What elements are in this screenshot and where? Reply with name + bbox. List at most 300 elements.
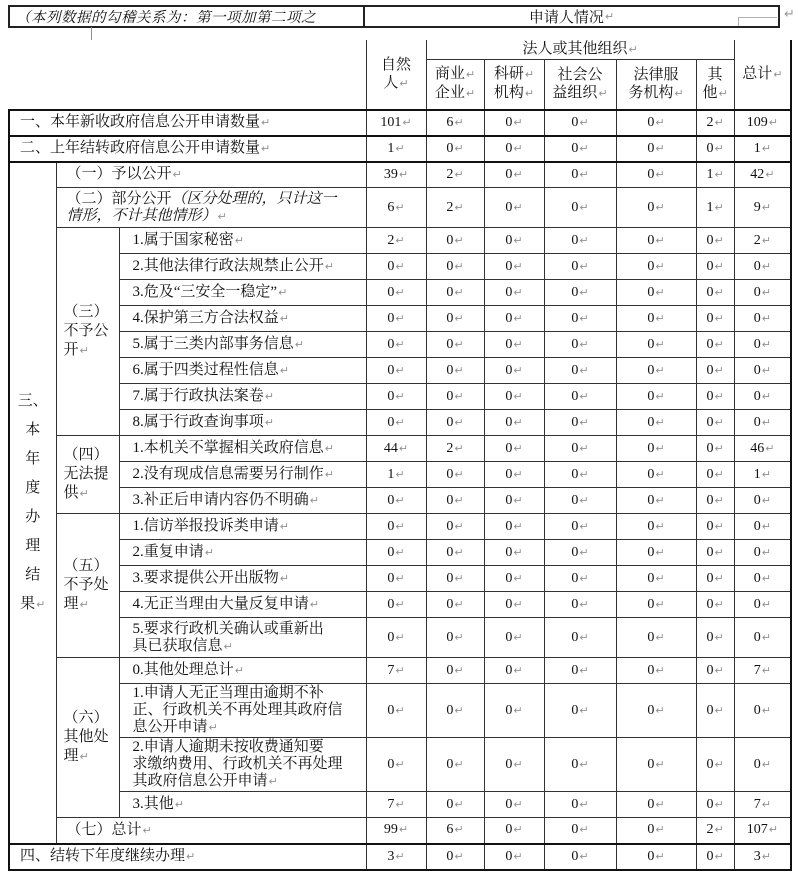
col-subheader-2: 社会公 益组织↵ bbox=[544, 60, 616, 110]
line-break-mark: ↵ bbox=[208, 721, 218, 734]
line-break-mark: ↵ bbox=[761, 849, 771, 863]
row-label-cell: 3.补正后申请内容仍不明确↵ bbox=[119, 488, 366, 514]
table-row bbox=[9, 618, 791, 658]
blank-header-cell bbox=[9, 40, 366, 110]
value-cell: 0↵ bbox=[484, 844, 544, 870]
line-break-mark: ↵ bbox=[773, 67, 783, 81]
line-break-mark: ↵ bbox=[79, 598, 89, 611]
value-cell: 0↵ bbox=[616, 384, 696, 410]
line-break-mark: ↵ bbox=[465, 68, 476, 82]
line-break-mark: ↵ bbox=[761, 389, 771, 403]
value-cell: 39↵ bbox=[366, 162, 426, 188]
line-break-mark: ↵ bbox=[714, 703, 724, 717]
line-break-mark: ↵ bbox=[513, 663, 523, 677]
value-cell: 42↵ bbox=[734, 162, 791, 188]
value-cell: 0↵ bbox=[544, 254, 616, 280]
line-break-mark: ↵ bbox=[279, 364, 289, 377]
line-break-mark: ↵ bbox=[714, 415, 724, 429]
line-break-mark: ↵ bbox=[395, 141, 405, 155]
line-break-mark: ↵ bbox=[513, 703, 523, 717]
value-cell: 0↵ bbox=[544, 514, 616, 540]
line-break-mark: ↵ bbox=[579, 337, 589, 351]
value-cell: 0↵ bbox=[616, 188, 696, 228]
line-break-mark: ↵ bbox=[398, 441, 409, 455]
value-cell: 0↵ bbox=[734, 280, 791, 306]
line-break-mark: ↵ bbox=[579, 363, 589, 377]
value-cell: 0↵ bbox=[734, 306, 791, 332]
line-break-mark: ↵ bbox=[579, 200, 589, 214]
line-break-mark: ↵ bbox=[294, 338, 304, 351]
value-cell: 0↵ bbox=[366, 332, 426, 358]
line-break-mark: ↵ bbox=[454, 233, 464, 247]
value-cell: 0↵ bbox=[696, 436, 734, 462]
value-cell: 0↵ bbox=[484, 280, 544, 306]
row-label-cell: （一）予以公开↵ bbox=[56, 162, 366, 188]
table-row bbox=[9, 188, 791, 228]
line-break-mark: ↵ bbox=[761, 363, 771, 377]
value-cell: 0↵ bbox=[696, 566, 734, 592]
line-break-mark: ↵ bbox=[513, 467, 523, 481]
row-label-cell: 0.其他处理总计↵ bbox=[119, 658, 366, 684]
line-break-mark: ↵ bbox=[579, 757, 589, 771]
row-label-cell: 1.本机关不掌握相关政府信息↵ bbox=[119, 436, 366, 462]
line-break-mark: ↵ bbox=[714, 493, 724, 507]
value-cell: 0↵ bbox=[544, 280, 616, 306]
line-break-mark: ↵ bbox=[395, 363, 405, 377]
line-break-mark: ↵ bbox=[454, 545, 464, 559]
value-cell: 0↵ bbox=[426, 136, 484, 162]
value-cell: 0↵ bbox=[426, 566, 484, 592]
line-break-mark: ↵ bbox=[768, 115, 778, 129]
value-cell: 0↵ bbox=[544, 488, 616, 514]
value-cell: 0↵ bbox=[484, 684, 544, 738]
value-cell: 0↵ bbox=[484, 358, 544, 384]
line-break-mark: ↵ bbox=[454, 571, 464, 585]
table-row bbox=[9, 592, 791, 618]
line-break-mark: ↵ bbox=[79, 750, 89, 763]
line-break-mark: ↵ bbox=[395, 233, 405, 247]
line-break-mark: ↵ bbox=[761, 141, 771, 155]
line-break-mark: ↵ bbox=[714, 757, 724, 771]
line-break-mark: ↵ bbox=[579, 797, 589, 811]
value-cell: 0↵ bbox=[544, 566, 616, 592]
line-break-mark: ↵ bbox=[655, 703, 665, 717]
value-cell: 0↵ bbox=[696, 514, 734, 540]
table-row bbox=[9, 462, 791, 488]
value-cell: 0↵ bbox=[484, 306, 544, 332]
line-break-mark: ↵ bbox=[513, 285, 523, 299]
line-break-mark: ↵ bbox=[395, 311, 405, 325]
table-row bbox=[9, 566, 791, 592]
value-cell: 0↵ bbox=[616, 462, 696, 488]
line-break-mark: ↵ bbox=[714, 823, 724, 837]
line-break-mark: ↵ bbox=[655, 259, 665, 273]
line-break-mark: ↵ bbox=[454, 200, 464, 214]
line-break-mark: ↵ bbox=[513, 200, 523, 214]
row-label-cell: 4.无正当理由大量反复申请↵ bbox=[119, 592, 366, 618]
row-label-cell: 一、本年新收政府信息公开申请数量↵ bbox=[9, 110, 366, 136]
line-break-mark: ↵ bbox=[395, 337, 405, 351]
value-cell: 0↵ bbox=[484, 514, 544, 540]
line-break-mark: ↵ bbox=[513, 630, 523, 644]
line-break-mark: ↵ bbox=[579, 415, 589, 429]
table-row bbox=[9, 280, 791, 306]
row-label-cell: 5.要求行政机关确认或重新出 具已获取信息↵ bbox=[119, 618, 366, 658]
line-break-mark: ↵ bbox=[714, 597, 724, 611]
line-break-mark: ↵ bbox=[395, 571, 405, 585]
line-break-mark: ↵ bbox=[714, 115, 724, 129]
line-break-mark: ↵ bbox=[513, 757, 523, 771]
line-break-mark: ↵ bbox=[454, 663, 464, 677]
line-break-mark: ↵ bbox=[402, 115, 412, 129]
value-cell: 6↵ bbox=[426, 110, 484, 136]
line-break-mark: ↵ bbox=[395, 757, 405, 771]
value-cell: 0↵ bbox=[366, 618, 426, 658]
row-label-cell: （七）总计↵ bbox=[56, 818, 366, 844]
line-break-mark: ↵ bbox=[761, 233, 771, 247]
value-cell: 0↵ bbox=[696, 254, 734, 280]
line-break-mark: ↵ bbox=[655, 493, 665, 507]
line-break-mark: ↵ bbox=[234, 234, 244, 247]
line-break-mark: ↵ bbox=[279, 572, 289, 585]
line-break-mark: ↵ bbox=[513, 441, 523, 455]
line-break-mark: ↵ bbox=[761, 797, 771, 811]
line-break-mark: ↵ bbox=[714, 663, 724, 677]
value-cell: 0↵ bbox=[544, 188, 616, 228]
line-break-mark: ↵ bbox=[454, 311, 464, 325]
line-break-mark: ↵ bbox=[454, 519, 464, 533]
table-row bbox=[9, 306, 791, 332]
line-break-mark: ↵ bbox=[714, 467, 724, 481]
line-break-mark: ↵ bbox=[579, 703, 589, 717]
value-cell: 0↵ bbox=[484, 540, 544, 566]
value-cell: 0↵ bbox=[696, 488, 734, 514]
line-break-mark: ↵ bbox=[655, 519, 665, 533]
line-break-mark: ↵ bbox=[579, 519, 589, 533]
line-break-mark: ↵ bbox=[398, 167, 409, 181]
row-label-cell: 3.要求提供公开出版物↵ bbox=[119, 566, 366, 592]
value-cell: 0↵ bbox=[484, 436, 544, 462]
line-break-mark: ↵ bbox=[714, 337, 724, 351]
value-cell: 2↵ bbox=[426, 436, 484, 462]
line-break-mark: ↵ bbox=[454, 167, 464, 181]
value-cell: 0↵ bbox=[696, 384, 734, 410]
line-break-mark: ↵ bbox=[761, 663, 771, 677]
line-break-mark: ↵ bbox=[513, 337, 523, 351]
value-cell: 0↵ bbox=[734, 592, 791, 618]
line-break-mark: ↵ bbox=[765, 441, 775, 455]
line-break-mark: ↵ bbox=[513, 849, 523, 863]
value-cell: 0↵ bbox=[616, 488, 696, 514]
line-break-mark: ↵ bbox=[513, 415, 523, 429]
line-break-mark: ↵ bbox=[204, 546, 214, 559]
value-cell: 0↵ bbox=[696, 462, 734, 488]
value-cell: 0↵ bbox=[426, 592, 484, 618]
value-cell: 0↵ bbox=[366, 410, 426, 436]
line-break-mark: ↵ bbox=[261, 116, 271, 129]
line-break-mark: ↵ bbox=[399, 76, 409, 90]
line-break-mark: ↵ bbox=[454, 115, 464, 129]
value-cell: 0↵ bbox=[616, 136, 696, 162]
table-row bbox=[9, 162, 791, 188]
value-cell: 0↵ bbox=[366, 566, 426, 592]
value-cell: 0↵ bbox=[616, 358, 696, 384]
value-cell: 1↵ bbox=[734, 462, 791, 488]
line-break-mark: ↵ bbox=[395, 259, 405, 273]
value-cell: 0↵ bbox=[366, 306, 426, 332]
line-break-mark: ↵ bbox=[655, 141, 665, 155]
line-break-mark: ↵ bbox=[655, 285, 665, 299]
value-cell: 7↵ bbox=[366, 792, 426, 818]
row-label-cell: 二、上年结转政府信息公开申请数量↵ bbox=[9, 136, 366, 162]
value-cell: 0↵ bbox=[696, 540, 734, 566]
row-label-cell: 四、结转下年度继续办理↵ bbox=[9, 844, 366, 870]
line-break-mark: ↵ bbox=[279, 312, 289, 325]
line-break-mark: ↵ bbox=[714, 441, 724, 455]
value-cell: 0↵ bbox=[734, 358, 791, 384]
line-break-mark: ↵ bbox=[579, 311, 589, 325]
value-cell: 7↵ bbox=[366, 658, 426, 684]
line-break-mark: ↵ bbox=[761, 467, 771, 481]
line-break-mark: ↵ bbox=[513, 259, 523, 273]
value-cell: 1↵ bbox=[696, 188, 734, 228]
line-break-mark: ↵ bbox=[513, 597, 523, 611]
line-break-mark: ↵ bbox=[655, 545, 665, 559]
value-cell: 0↵ bbox=[696, 792, 734, 818]
line-break-mark: ↵ bbox=[454, 337, 464, 351]
line-break-mark: ↵ bbox=[655, 797, 665, 811]
value-cell: 0↵ bbox=[484, 410, 544, 436]
value-cell: 0↵ bbox=[544, 136, 616, 162]
row-label-cell: 5.属于三类内部事务信息↵ bbox=[119, 332, 366, 358]
value-cell: 0↵ bbox=[616, 566, 696, 592]
value-cell: 0↵ bbox=[544, 540, 616, 566]
line-break-mark: ↵ bbox=[454, 363, 464, 377]
value-cell: 0↵ bbox=[366, 280, 426, 306]
line-break-mark: ↵ bbox=[761, 703, 771, 717]
value-cell: 1↵ bbox=[366, 136, 426, 162]
value-cell: 0↵ bbox=[734, 332, 791, 358]
value-cell: 0↵ bbox=[426, 410, 484, 436]
value-cell: 0↵ bbox=[544, 358, 616, 384]
value-cell: 0↵ bbox=[544, 384, 616, 410]
value-cell: 0↵ bbox=[484, 384, 544, 410]
value-cell: 1↵ bbox=[366, 462, 426, 488]
line-break-mark: ↵ bbox=[279, 520, 289, 533]
line-break-mark: ↵ bbox=[655, 311, 665, 325]
row-label-cell: 1.信访举报投诉类申请↵ bbox=[119, 514, 366, 540]
value-cell: 6↵ bbox=[366, 188, 426, 228]
line-break-mark: ↵ bbox=[513, 233, 523, 247]
line-break-mark: ↵ bbox=[513, 571, 523, 585]
line-break-mark: ↵ bbox=[579, 467, 589, 481]
value-cell: 0↵ bbox=[366, 358, 426, 384]
value-cell: 0↵ bbox=[426, 228, 484, 254]
applicant-header-cell bbox=[365, 7, 778, 26]
value-cell: 0↵ bbox=[484, 110, 544, 136]
row-label-cell: 2.重复申请↵ bbox=[119, 540, 366, 566]
value-cell: 0↵ bbox=[734, 514, 791, 540]
value-cell: 0↵ bbox=[616, 792, 696, 818]
line-break-mark: ↵ bbox=[264, 390, 274, 403]
value-cell: 0↵ bbox=[484, 658, 544, 684]
value-cell: 2↵ bbox=[426, 162, 484, 188]
table-row bbox=[9, 332, 791, 358]
line-break-mark: ↵ bbox=[579, 233, 589, 247]
line-break-mark: ↵ bbox=[604, 10, 615, 23]
table-row bbox=[9, 488, 791, 514]
line-break-mark: ↵ bbox=[579, 441, 589, 455]
line-break-mark: ↵ bbox=[324, 260, 334, 273]
value-cell: 0↵ bbox=[544, 792, 616, 818]
value-cell: 0↵ bbox=[696, 658, 734, 684]
value-cell: 0↵ bbox=[734, 488, 791, 514]
line-break-mark: ↵ bbox=[579, 630, 589, 644]
value-cell: 0↵ bbox=[734, 254, 791, 280]
col-subheader-3: 法律服 务机构↵ bbox=[616, 60, 696, 110]
value-cell: 0↵ bbox=[426, 684, 484, 738]
table-row bbox=[9, 514, 791, 540]
line-break-mark: ↵ bbox=[513, 823, 523, 837]
line-break-mark: ↵ bbox=[579, 571, 589, 585]
line-break-mark: ↵ bbox=[714, 630, 724, 644]
table-row bbox=[9, 228, 791, 254]
line-break-mark: ↵ bbox=[655, 757, 665, 771]
table-row bbox=[9, 738, 791, 792]
line-break-mark: ↵ bbox=[579, 545, 589, 559]
line-break-mark: ↵ bbox=[454, 703, 464, 717]
line-break-mark: ↵ bbox=[513, 389, 523, 403]
value-cell: 0↵ bbox=[484, 136, 544, 162]
line-break-mark: ↵ bbox=[655, 571, 665, 585]
value-cell: 6↵ bbox=[426, 818, 484, 844]
value-cell: 0↵ bbox=[426, 792, 484, 818]
line-break-mark: ↵ bbox=[264, 416, 274, 429]
value-cell: 0↵ bbox=[544, 462, 616, 488]
line-break-mark: ↵ bbox=[655, 663, 665, 677]
header-row-1 bbox=[9, 40, 791, 60]
line-break-mark: ↵ bbox=[714, 545, 724, 559]
value-cell: 0↵ bbox=[426, 844, 484, 870]
value-cell: 0↵ bbox=[426, 358, 484, 384]
value-cell: 0↵ bbox=[426, 540, 484, 566]
line-break-mark: ↵ bbox=[579, 285, 589, 299]
table-row bbox=[9, 254, 791, 280]
line-break-mark: ↵ bbox=[655, 823, 665, 837]
group-label-cell: （四）无法提供↵ bbox=[56, 436, 119, 514]
value-cell: 0↵ bbox=[616, 684, 696, 738]
value-cell: 7↵ bbox=[734, 792, 791, 818]
table-note-header bbox=[8, 5, 780, 28]
table-row bbox=[9, 410, 791, 436]
value-cell: 0↵ bbox=[616, 332, 696, 358]
row-end-mark: ↵ bbox=[784, 7, 795, 22]
value-cell: 0↵ bbox=[426, 384, 484, 410]
line-break-mark: ↵ bbox=[174, 798, 184, 811]
line-break-mark: ↵ bbox=[395, 389, 405, 403]
line-break-mark: ↵ bbox=[714, 571, 724, 585]
value-cell: 0↵ bbox=[366, 738, 426, 792]
value-cell: 0↵ bbox=[484, 332, 544, 358]
line-break-mark: ↵ bbox=[761, 757, 771, 771]
value-cell: 0↵ bbox=[426, 514, 484, 540]
value-cell: 0↵ bbox=[696, 136, 734, 162]
line-break-mark: ↵ bbox=[579, 597, 589, 611]
value-cell: 0↵ bbox=[426, 254, 484, 280]
value-cell: 0↵ bbox=[366, 540, 426, 566]
line-break-mark: ↵ bbox=[261, 142, 271, 155]
line-break-mark: ↵ bbox=[513, 115, 523, 129]
line-break-mark: ↵ bbox=[513, 311, 523, 325]
value-cell: 0↵ bbox=[696, 684, 734, 738]
group-label-cell: （五）不予处理↵ bbox=[56, 514, 119, 658]
line-break-mark: ↵ bbox=[454, 467, 464, 481]
line-break-mark: ↵ bbox=[268, 775, 278, 788]
line-break-mark: ↵ bbox=[234, 664, 244, 677]
value-cell: 46↵ bbox=[734, 436, 791, 462]
value-cell: 0↵ bbox=[484, 254, 544, 280]
line-break-mark: ↵ bbox=[761, 571, 771, 585]
line-break-mark: ↵ bbox=[454, 389, 464, 403]
line-break-mark: ↵ bbox=[579, 849, 589, 863]
value-cell: 0↵ bbox=[484, 188, 544, 228]
line-break-mark: ↵ bbox=[761, 415, 771, 429]
value-cell: 3↵ bbox=[366, 844, 426, 870]
value-cell: 44↵ bbox=[366, 436, 426, 462]
table-row bbox=[9, 358, 791, 384]
value-cell: 0↵ bbox=[734, 618, 791, 658]
line-break-mark: ↵ bbox=[324, 442, 334, 455]
line-break-mark: ↵ bbox=[579, 259, 589, 273]
line-break-mark: ↵ bbox=[395, 285, 405, 299]
value-cell: 0↵ bbox=[696, 618, 734, 658]
reconciliation-note: （本列数据的勾稽关系为：第一项加第二项之 bbox=[16, 10, 316, 26]
value-cell: 2↵ bbox=[426, 188, 484, 228]
value-cell: 101↵ bbox=[366, 110, 426, 136]
line-break-mark: ↵ bbox=[395, 545, 405, 559]
line-break-mark: ↵ bbox=[714, 311, 724, 325]
value-cell: 3↵ bbox=[734, 844, 791, 870]
col-header-legal-org: 法人或其他组织↵ bbox=[426, 40, 734, 60]
table-row bbox=[9, 792, 791, 818]
line-break-mark: ↵ bbox=[454, 630, 464, 644]
value-cell: 0↵ bbox=[426, 488, 484, 514]
value-cell: 0↵ bbox=[616, 410, 696, 436]
value-cell: 0↵ bbox=[426, 280, 484, 306]
line-break-mark: ↵ bbox=[513, 363, 523, 377]
value-cell: 0↵ bbox=[426, 738, 484, 792]
value-cell: 0↵ bbox=[484, 818, 544, 844]
line-break-mark: ↵ bbox=[395, 597, 405, 611]
line-break-mark: ↵ bbox=[513, 797, 523, 811]
line-break-mark: ↵ bbox=[217, 209, 227, 223]
line-break-mark: ↵ bbox=[598, 86, 608, 100]
line-break-mark: ↵ bbox=[454, 415, 464, 429]
row-label-note: （区分处理的，只计这一 情形，不计其他情形） bbox=[66, 190, 337, 224]
value-cell: 0↵ bbox=[544, 618, 616, 658]
value-cell: 2↵ bbox=[696, 818, 734, 844]
line-break-mark: ↵ bbox=[655, 115, 665, 129]
value-cell: 0↵ bbox=[616, 844, 696, 870]
line-break-mark: ↵ bbox=[324, 468, 334, 481]
line-break-mark: ↵ bbox=[761, 545, 771, 559]
value-cell: 0↵ bbox=[734, 384, 791, 410]
value-cell: 0↵ bbox=[696, 844, 734, 870]
value-cell: 0↵ bbox=[696, 592, 734, 618]
value-cell: 0↵ bbox=[426, 332, 484, 358]
line-break-mark: ↵ bbox=[395, 797, 405, 811]
line-break-mark: ↵ bbox=[513, 545, 523, 559]
